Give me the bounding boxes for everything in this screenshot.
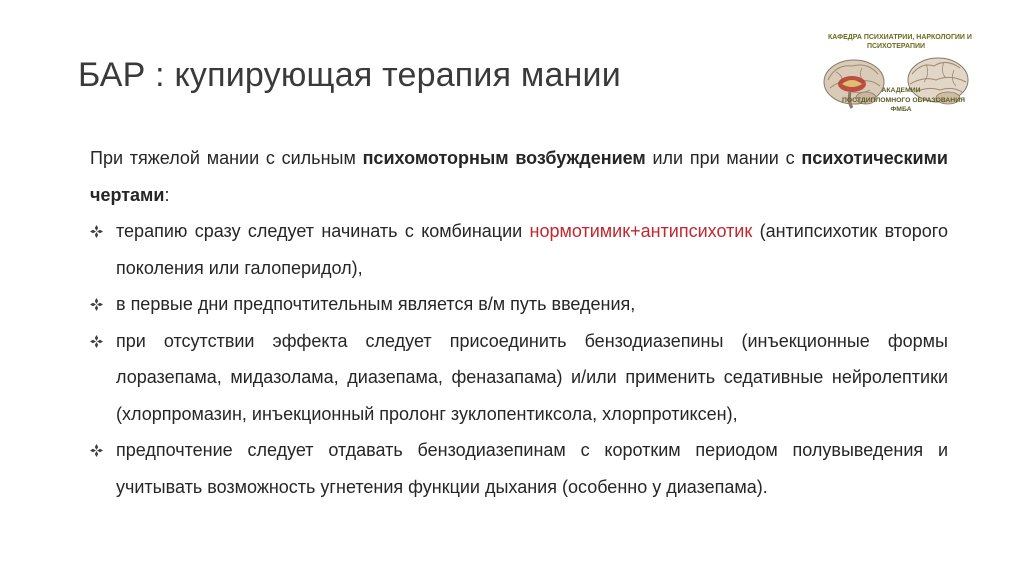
bullet-item — [90, 286, 948, 323]
diamond-bullet-icon — [90, 432, 104, 468]
logo-acad-line1: АКАДЕМИИ — [881, 87, 921, 94]
slide-title: БАР : купирующая терапия мании — [78, 56, 621, 94]
intro-text-1: При тяжелой мании с сильным — [90, 148, 363, 168]
department-logo — [822, 32, 970, 128]
bullet-2-text: в первые дни предпочтительным является в/м путь введения, — [116, 294, 636, 314]
bullet-list — [90, 213, 948, 505]
bullet-4-text: предпочтение следует отдавать бензодиазепинам с коротким периодом полувыведения и учитывать возможность угнетения функции дыхания (особенно у диазепама). — [116, 440, 948, 497]
diamond-bullet-icon — [90, 323, 104, 359]
logo-dept-line1: КАФЕДРА ПСИХИАТРИИ, НАРКОЛОГИИ И — [828, 34, 972, 41]
bullet-item — [90, 323, 948, 433]
bullet-1-text-pre: терапию сразу следует начинать с комбинации — [116, 221, 530, 241]
intro-bold-1: психомоторным возбуждением — [362, 148, 646, 168]
intro-text-3: : — [164, 184, 170, 205]
logo-department-text — [828, 34, 972, 51]
bullet-3-text: при отсутствии эффекта следует присоединить бензодиазепины (инъекционные формы лоразепама, мидазолама, диазепама, феназапама) и/или применить седативные нейролептики (хлорпромазин, инъекционный пролонг зуклопентиксола, хлорпротиксен), — [116, 330, 948, 424]
diamond-bullet-icon — [90, 286, 104, 322]
bullet-item — [90, 213, 948, 286]
intro-paragraph — [90, 140, 948, 213]
slide-body — [90, 140, 948, 505]
intro-text-2: или при мании с — [645, 148, 802, 168]
bullet-1-text-post: (антипсихотик второго поколения или галоперидол), — [116, 221, 948, 278]
bullet-item — [90, 432, 948, 505]
diamond-bullet-icon — [90, 213, 104, 249]
logo-acad-line2: ПОСТДИПЛОМНОГО ОБРАЗОВАНИЯ — [842, 96, 965, 104]
intro-bold-2: психотическими чертами — [90, 148, 948, 205]
logo-academy-text — [842, 86, 965, 115]
logo-acad-line3: ФМБА — [890, 106, 912, 113]
bullet-1-highlight: нормотимик+антипсихотик — [529, 221, 753, 241]
logo-dept-line2: ПСИХОТЕРАПИИ — [866, 42, 926, 50]
